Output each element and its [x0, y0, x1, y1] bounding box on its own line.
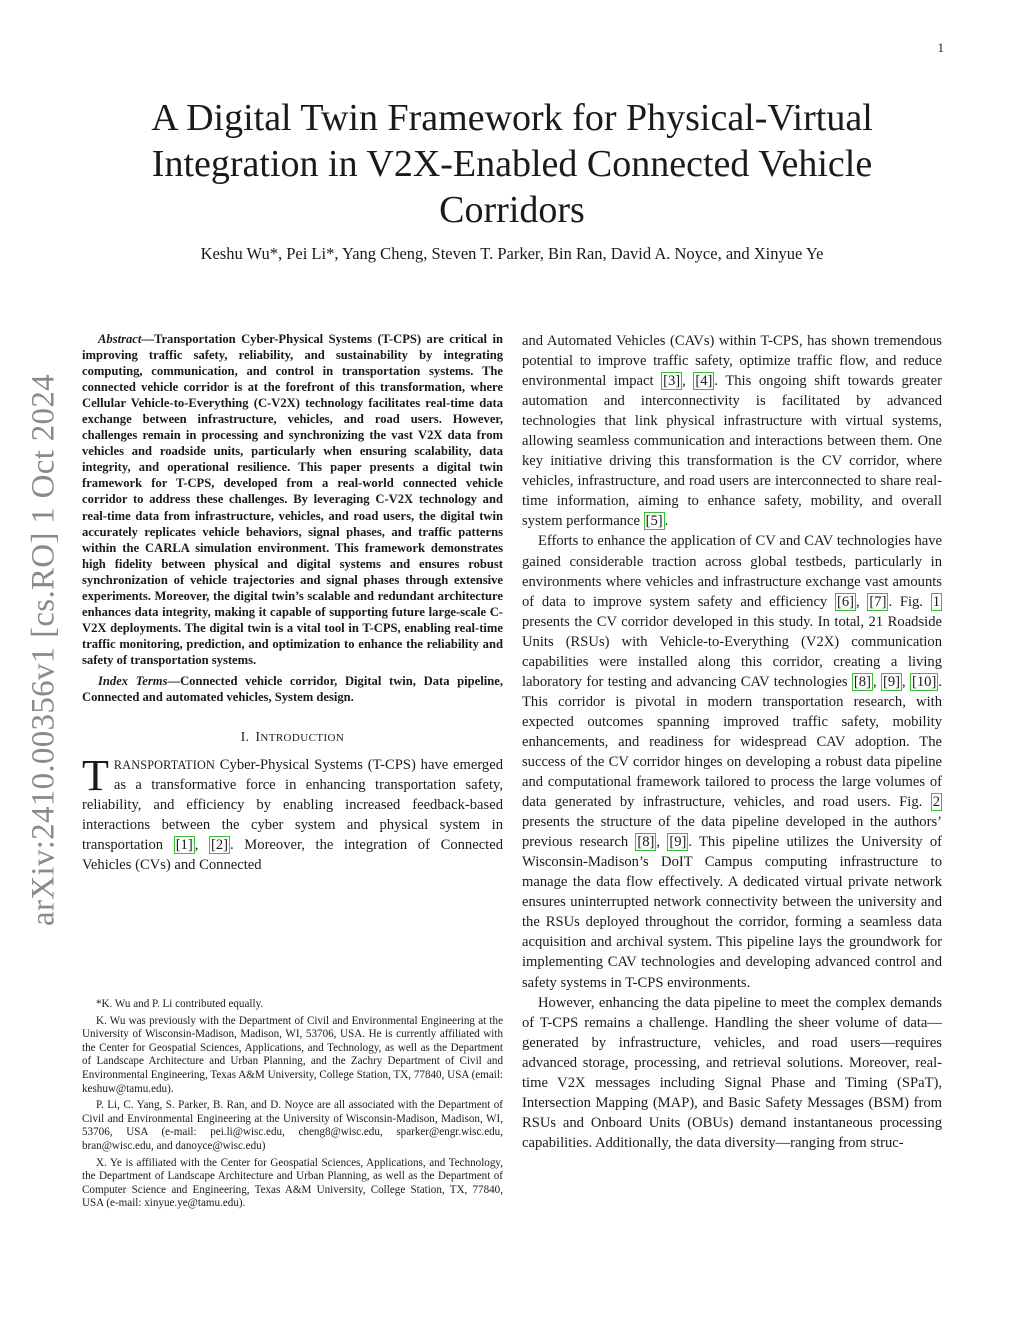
separator: , [656, 834, 668, 851]
citation-link[interactable]: [6] [836, 593, 854, 610]
citation-link[interactable]: [7] [869, 593, 887, 610]
abstract-label: Abstract [98, 332, 142, 346]
intro-smallcaps: RANSPORTATION [113, 758, 215, 773]
citation-link[interactable]: [2] [211, 837, 229, 854]
citation-link[interactable]: [8] [853, 673, 871, 690]
citation-link[interactable]: [5] [645, 513, 663, 530]
figure-link[interactable]: 2 [932, 794, 940, 811]
index-terms [82, 673, 503, 705]
right-p1-text-b: . This ongoing shift towards greater automation and interconnectivity is facilitated by advanced technologies that link physical infrastructure with virtual systems, allowing seamless communication and interactions between them. One key initiative driving this transformation is the CV corridor, where vehicles, infrastructure, and road users are interconnected to share real-time information, aiming to enhance safety, mobility, and overall system performance [522, 373, 943, 530]
separator: , [872, 673, 881, 690]
footnotes [82, 998, 503, 1214]
abstract [82, 331, 503, 668]
right-p2-text-b: . Fig. [888, 593, 931, 610]
footnote-affiliation-ye: X. Ye is affiliated with the Center for Geospatial Sciences, Applications, and Technology, the Department of Landscape Architecture and Urban Planning, as well as the Department of Computer Science and Engineering, Texas A&M University, College Station, TX, 77840, USA (e-mail: xinyue.ye@tamu.edu). [82, 1156, 503, 1210]
citation-link[interactable]: [9] [669, 834, 687, 851]
right-paragraph-1 [522, 331, 942, 531]
citation-link[interactable]: [4] [695, 373, 713, 390]
drop-cap: T [82, 751, 109, 801]
arxiv-identifier[interactable]: arXiv:2410.00356v1 [cs.RO] 1 Oct 2024 [25, 374, 62, 926]
paper-title: A Digital Twin Framework for Physical-Virtual Integration in V2X-Enabled Connected Vehicle Corridors [151, 97, 873, 231]
separator: , [856, 593, 868, 610]
left-column [82, 331, 503, 875]
right-p1-text-c: . [664, 513, 669, 530]
right-p2-text-d: . This corridor is pivotal in modern transportation research, with expected outcomes spanning improved traffic safety, mobility enhancements, and readiness for widespread CAV adoption. The success of the CV corridor hinges on developing a robust data pipeline and computational framework tailored to process the large volumes of data generated by infrastructure, vehicles, and road users. Fig. [522, 673, 942, 811]
citation-link[interactable]: [10] [912, 673, 937, 690]
footnote-affiliation-uw: P. Li, C. Yang, S. Parker, B. Ran, and D. Noyce are all associated with the Department of Civil and Environmental Engineering at the University of Wisconsin-Madison, Madison, WI, 53706, USA (e-mail: pei.li@wisc.edu, cheng8@wisc.edu, sparker@engr.wisc.edu, bran@wisc.edu, and danoyce@wisc.edu) [82, 1099, 503, 1152]
separator: , [902, 673, 911, 690]
footnote-affiliation-wu: K. Wu was previously with the Department of Civil and Environmental Engineering at the University of Wisconsin-Madison, Madison, WI, 53706, USA. He is currently affiliated with the Center for Geospatial Sciences, Applications, and Technology, as well as the Department of Landscape Architecture and Urban Planning, and the Zachry Department of Civil and Environmental Engineering, Texas A&M University, College Station, TX, 77840, USA (email: keshuw@tamu.edu). [82, 1014, 503, 1095]
abstract-text: —Transportation Cyber-Physical Systems (T-CPS) are critical in improving traffic safety, reliability, and sustainability by integrating computing, communication, and control in transportation systems. The connected vehicle corridor is at the forefront of this transformation, where Cellular Vehicle-to-Everything (C-V2X) technology facilitates real-time data exchange between infrastructure, vehicles, and road users. However, challenges remain in processing and synchronizing the vast V2X data from vehicles and roadside units, particularly when ensuring scalability, data integrity, and operational resilience. This paper presents a digital twin framework for T-CPS, developed from a real-world connected vehicle corridor to address these challenges. By leveraging C-V2X technology and real-time data from infrastructure, vehicles, and road users, the digital twin accurately replicates vehicle behaviors, signal phases, and traffic patterns within the CARLA simulation environment. This framework demonstrates high fidelity between physical and digital systems and ensures robust synchronization of vehicle trajectories and signal phases through extensive experiments. Moreover, the digital twin’s scalable and redundant architecture enhances data integrity, making it capable of supporting future large-scale C-V2X deployments. The digital twin is a vital tool in T-CPS, enabling real-time traffic monitoring, prediction, and optimization to enhance the reliability and safety of transportation systems. [82, 332, 503, 667]
right-p1-text-a: and Automated Vehicles (CAVs) within T-CPS, has shown tremendous potential to improve traffic safety, optimize traffic flow, and reduce environmental impact [522, 333, 942, 390]
right-p2-text-e: presents the structure of the data pipeline developed in the authors’ previous research [522, 814, 942, 851]
section-title-initial: I [255, 729, 261, 745]
section-title-rest: NTRODUCTION [260, 732, 345, 745]
author-list: Keshu Wu*, Pei Li*, Yang Cheng, Steven T. Parker, Bin Ran, David A. Noyce, and Xinyue Ye [200, 244, 824, 263]
section-heading-introduction [82, 729, 503, 745]
right-paragraph-3: However, enhancing the data pipeline to meet the complex demands of T-CPS remains a challenge. Handling the sheer volume of data—generated by infrastructure, vehicles, and road users—requires advanced storage, processing, and retrieval solutions. Moreover, real-time V2X messages including Signal Phase and Timing (SPaT), Intersection Mapping (MAP), and Basic Safety Messages (BSM) from RSUs and Onboard Units (OBUs) demand instantaneous processing capabilities. Additionally, the data diversity—ranging from struc- [522, 994, 942, 1151]
right-column [522, 331, 942, 1153]
section-number: I. [240, 729, 250, 745]
separator: , [682, 373, 694, 390]
citation-link[interactable]: [9] [882, 673, 900, 690]
index-terms-text: —Connected vehicle corridor, Digital twin, Data pipeline, Connected and automated vehicles, System design. [82, 673, 503, 705]
intro-text-b: . Moreover, the integration of Connected Vehicles (CVs) and Connected [82, 837, 503, 874]
citation-link[interactable]: [1] [175, 837, 193, 854]
right-paragraph-2 [522, 531, 942, 992]
citation-link[interactable]: [3] [663, 373, 681, 390]
right-p2-text-f: . This pipeline utilizes the University of Wisconsin-Madison’s DoIT Campus computing infrastructure to manage the data flow effectively. A dedicated virtual private network ensures uninterrupted network connectivity between the university and the RSUs deployed throughout the corridor, forming a seamless data acquisition and archival system. This pipeline lays the groundwork for implementing CAV technologies and developing advanced control and safety systems in T-CPS environments. [522, 834, 942, 991]
intro-text-a: Cyber-Physical Systems (T-CPS) have emerged as a transformative force in enhancing transportation safety, reliability, and efficiency by enabling increased feedback-based interactions between the cyber system and physical system in transportation [82, 757, 503, 854]
figure-link[interactable]: 1 [932, 593, 940, 610]
footnote-equal-contribution: *K. Wu and P. Li contributed equally. [96, 998, 264, 1010]
right-p2-text-c: presents the CV corridor developed in this study. In total, 21 Roadside Units (RSUs) with Vehicle-to-Everything (V2X) communication capabilities were installed along this corridor, creating a living laboratory for testing and advancing CAV technologies [522, 613, 942, 690]
right-p2-text-a: Efforts to enhance the application of CV and CAV technologies have gained considerable traction across global testbeds, particularly in environments where vehicles and infrastructure exchange vast amounts of data to improve system safety and efficiency [522, 533, 942, 610]
citation-link[interactable]: [8] [637, 834, 655, 851]
index-terms-label: Index Terms [98, 673, 168, 688]
separator: , [194, 837, 209, 854]
page-number: 1 [937, 40, 944, 55]
intro-paragraph [82, 751, 503, 875]
